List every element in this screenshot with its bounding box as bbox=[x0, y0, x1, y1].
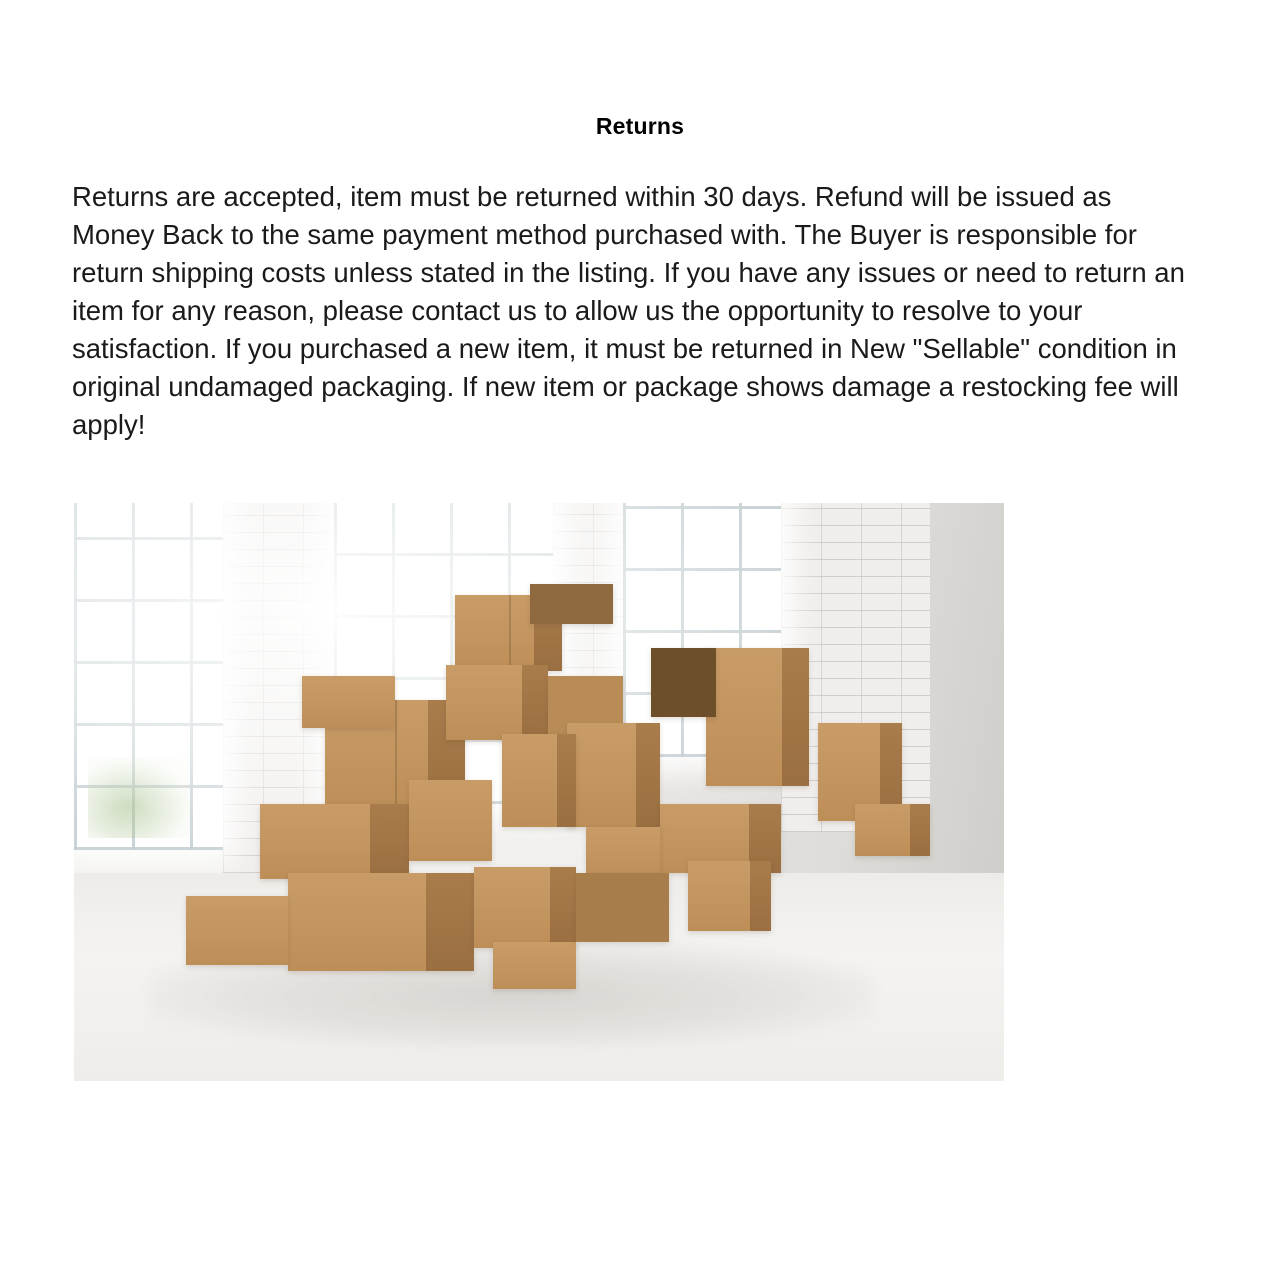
box bbox=[409, 780, 493, 861]
box-flap bbox=[302, 676, 395, 728]
box bbox=[706, 648, 808, 787]
returns-image bbox=[74, 503, 1004, 1081]
box bbox=[855, 804, 929, 856]
box bbox=[493, 942, 577, 988]
page-title: Returns bbox=[595, 113, 685, 139]
box bbox=[446, 665, 548, 740]
box bbox=[502, 734, 576, 826]
boxes-photo bbox=[74, 503, 1004, 1081]
box bbox=[260, 804, 409, 879]
box bbox=[586, 827, 660, 879]
box bbox=[530, 584, 614, 624]
box-open bbox=[576, 873, 669, 942]
box-open bbox=[186, 896, 288, 965]
box bbox=[474, 867, 576, 948]
returns-policy-text: Returns are accepted, item must be returned within 30 days. Refund will be issued as Money Back to the same payment method purchased with. The Buyer is responsible for return shipping costs unless stated in the listing. If you have any issues or need to return an item for any reason, please contact us to allow us the opportunity to resolve to your satisfaction. If you purchased a new item, it must be returned in New "Sellable" condition in original undamaged packaging. If new item or package shows damage a restocking fee will apply! bbox=[72, 181, 1185, 440]
box bbox=[567, 723, 660, 827]
box-open bbox=[651, 648, 716, 717]
box bbox=[288, 873, 474, 971]
box bbox=[688, 861, 772, 930]
